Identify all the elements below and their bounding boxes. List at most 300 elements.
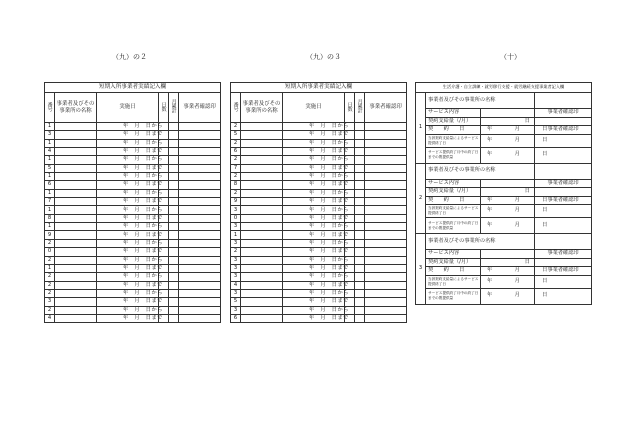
table-row — [231, 198, 407, 206]
service-cell[interactable] — [481, 109, 535, 118]
monthly-cell[interactable] — [169, 214, 179, 222]
monthly-cell[interactable] — [169, 281, 179, 289]
confirm-cell[interactable] — [365, 173, 407, 181]
contract-date-value: 年 月 日 — [481, 126, 535, 135]
table-row — [45, 314, 221, 322]
confirm-label: 事業者確認印 — [535, 179, 592, 188]
monthly-cell[interactable] — [355, 123, 365, 131]
date-cell: 年 月 日まで — [97, 214, 159, 222]
header-confirm: 事業者確認印 — [365, 93, 407, 123]
provided-amount-value: 年 月 日 — [481, 288, 535, 304]
provider-cell[interactable] — [241, 181, 283, 189]
monthly-cell[interactable] — [169, 181, 179, 189]
provider-cell[interactable] — [55, 223, 97, 231]
provider-cell[interactable] — [55, 214, 97, 222]
monthly-cell[interactable] — [355, 214, 365, 222]
date-cell: 年 月 日まで — [97, 264, 159, 272]
end-date-value: 年 月 日 — [481, 275, 535, 288]
date-cell: 年 月 日から — [283, 256, 345, 264]
provider-cell[interactable] — [241, 156, 283, 164]
table-row — [231, 289, 407, 297]
row-number: 2 — [45, 289, 55, 297]
date-cell: 年 月 日まで — [283, 248, 345, 256]
provider-cell[interactable] — [241, 289, 283, 297]
monthly-cell[interactable] — [169, 156, 179, 164]
monthly-cell[interactable] — [169, 306, 179, 314]
date-cell: 年 月 日まで — [97, 298, 159, 306]
monthly-cell[interactable] — [169, 314, 179, 322]
provider-cell[interactable] — [241, 206, 283, 214]
confirm-label: 事業者確認印 — [535, 126, 592, 135]
service-block-row — [416, 93, 592, 109]
confirm-cell[interactable] — [179, 256, 221, 264]
provider-cell[interactable] — [55, 206, 97, 214]
monthly-cell[interactable] — [355, 289, 365, 297]
provider-cell[interactable] — [55, 164, 97, 172]
confirm-cell[interactable] — [365, 164, 407, 172]
confirm-stamp-cell[interactable] — [535, 117, 592, 126]
date-cell: 年 月 日から — [283, 239, 345, 247]
provider-cell[interactable] — [241, 264, 283, 272]
date-cell: 年 月 日まで — [97, 148, 159, 156]
confirm-cell[interactable] — [179, 298, 221, 306]
table-row — [45, 156, 221, 164]
date-cell: 年 月 日まで — [97, 164, 159, 172]
confirm-cell[interactable] — [365, 131, 407, 139]
row-number: 5 — [45, 164, 55, 172]
provider-cell[interactable] — [241, 139, 283, 147]
row-number: 1 — [45, 264, 55, 272]
confirm-cell[interactable] — [365, 189, 407, 197]
date-cell: 年 月 日から — [283, 173, 345, 181]
provider-name-cell[interactable] — [535, 93, 592, 109]
table-row — [231, 231, 407, 239]
row-number: 1 — [45, 223, 55, 231]
monthly-cell[interactable] — [169, 248, 179, 256]
header-provider: 事業者及びその事業所の名称 — [55, 93, 97, 123]
monthly-cell[interactable] — [355, 173, 365, 181]
page-label-middle: （九）の３ — [306, 53, 341, 61]
monthly-cell[interactable] — [169, 131, 179, 139]
confirm-cell[interactable] — [179, 239, 221, 247]
provider-cell[interactable] — [241, 148, 283, 156]
confirm-cell[interactable] — [365, 281, 407, 289]
date-cell: 年 月 日から — [283, 206, 345, 214]
provider-cell[interactable] — [241, 256, 283, 264]
provider-cell[interactable] — [55, 264, 97, 272]
service-label: サービス内容 — [426, 109, 481, 118]
confirm-cell[interactable] — [365, 314, 407, 322]
provider-name-cell[interactable] — [535, 163, 592, 179]
row-number: 3 — [231, 273, 241, 281]
confirm-cell[interactable] — [179, 139, 221, 147]
contract-amount-label: 契約支給量（/月） — [426, 188, 481, 197]
confirm-cell[interactable] — [365, 123, 407, 131]
table-row — [231, 139, 407, 147]
provider-cell[interactable] — [241, 306, 283, 314]
monthly-cell[interactable] — [169, 239, 179, 247]
monthly-cell[interactable] — [355, 148, 365, 156]
monthly-cell[interactable] — [169, 139, 179, 147]
end-date-label: 当該契約支給量によるサービス提供終了日 — [426, 275, 481, 288]
confirm-cell[interactable] — [179, 164, 221, 172]
confirm-cell[interactable] — [365, 198, 407, 206]
row-number: 8 — [231, 181, 241, 189]
header-no: 番号 — [231, 93, 241, 123]
provider-cell[interactable] — [55, 298, 97, 306]
row-number: 8 — [45, 214, 55, 222]
table-title: 短期入所事業者実績記入欄 — [231, 83, 407, 93]
monthly-cell[interactable] — [169, 189, 179, 197]
confirm-cell[interactable] — [365, 306, 407, 314]
provider-cell[interactable] — [55, 189, 97, 197]
row-number: 3 — [231, 206, 241, 214]
table-row — [45, 206, 221, 214]
provided-amount-value: 年 月 日 — [481, 147, 535, 163]
confirm-cell[interactable] — [179, 206, 221, 214]
service-block-row — [416, 250, 592, 259]
provider-cell[interactable] — [241, 231, 283, 239]
monthly-cell[interactable] — [355, 206, 365, 214]
confirm-cell[interactable] — [365, 264, 407, 272]
short-stay-table-left — [44, 82, 221, 323]
confirm-cell[interactable] — [179, 156, 221, 164]
provider-cell[interactable] — [55, 198, 97, 206]
confirm-cell[interactable] — [365, 148, 407, 156]
monthly-cell[interactable] — [169, 298, 179, 306]
provider-cell[interactable] — [55, 231, 97, 239]
provider-label: 事業者及びその事業所の名称 — [426, 234, 535, 250]
monthly-cell[interactable] — [169, 264, 179, 272]
header-provider: 事業者及びその事業所の名称 — [241, 93, 283, 123]
confirm-cell[interactable] — [365, 231, 407, 239]
header-confirm: 事業者確認印 — [179, 93, 221, 123]
contract-date-label: 契 約 日 — [426, 196, 481, 205]
row-number: 1 — [45, 206, 55, 214]
confirm-stamp-cell[interactable] — [535, 258, 592, 267]
service-block-row — [416, 147, 592, 163]
monthly-cell[interactable] — [169, 173, 179, 181]
provider-cell[interactable] — [241, 131, 283, 139]
row-number: 4 — [45, 314, 55, 322]
provider-cell[interactable] — [241, 164, 283, 172]
service-block-row — [416, 218, 592, 234]
monthly-cell[interactable] — [355, 314, 365, 322]
date-cell: 年 月 日から — [97, 189, 159, 197]
monthly-cell[interactable] — [355, 264, 365, 272]
table-row — [231, 256, 407, 264]
table-row — [45, 123, 221, 131]
row-number: 5 — [231, 298, 241, 306]
contract-amount-label: 契約支給量（/月） — [426, 258, 481, 267]
monthly-cell[interactable] — [355, 306, 365, 314]
service-block-row — [416, 267, 592, 276]
confirm-cell[interactable] — [365, 223, 407, 231]
provided-amount-label: サービス提供終了月中の終了日までの既提供量 — [426, 218, 481, 234]
provider-cell[interactable] — [55, 314, 97, 322]
confirm-cell[interactable] — [179, 214, 221, 222]
provider-cell[interactable] — [241, 248, 283, 256]
confirm-stamp-cell[interactable] — [535, 188, 592, 197]
table-row — [45, 164, 221, 172]
date-cell: 年 月 日から — [283, 156, 345, 164]
date-cell: 年 月 日まで — [97, 314, 159, 322]
row-number: 9 — [231, 198, 241, 206]
confirm-cell[interactable] — [179, 123, 221, 131]
provider-cell[interactable] — [55, 148, 97, 156]
contract-date-value: 年 月 日 — [481, 267, 535, 276]
provider-cell[interactable] — [55, 139, 97, 147]
table-row — [45, 273, 221, 281]
row-number: 7 — [231, 164, 241, 172]
provider-cell[interactable] — [241, 123, 283, 131]
contract-date-value: 年 月 日 — [481, 196, 535, 205]
confirm-cell[interactable] — [365, 139, 407, 147]
monthly-cell[interactable] — [169, 289, 179, 297]
table-row — [231, 264, 407, 272]
table-row — [45, 248, 221, 256]
date-cell: 年 月 日から — [97, 306, 159, 314]
date-cell: 年 月 日から — [283, 306, 345, 314]
monthly-cell[interactable] — [169, 123, 179, 131]
provider-cell[interactable] — [55, 289, 97, 297]
provider-cell[interactable] — [241, 223, 283, 231]
date-cell: 年 月 日から — [283, 123, 345, 131]
service-block-row — [416, 109, 592, 118]
provider-cell[interactable] — [55, 156, 97, 164]
table-row — [231, 306, 407, 314]
service-block-row — [416, 205, 592, 218]
confirm-cell[interactable] — [365, 273, 407, 281]
row-number: 3 — [231, 306, 241, 314]
row-number: 6 — [45, 181, 55, 189]
confirm-cell[interactable] — [179, 289, 221, 297]
provider-cell[interactable] — [241, 239, 283, 247]
provider-cell[interactable] — [55, 281, 97, 289]
row-number: 4 — [45, 148, 55, 156]
confirm-cell[interactable] — [365, 214, 407, 222]
table-row — [45, 198, 221, 206]
service-cell[interactable] — [481, 179, 535, 188]
confirm-cell[interactable] — [365, 289, 407, 297]
provider-cell[interactable] — [55, 273, 97, 281]
table-row — [45, 289, 221, 297]
confirm-label: 事業者確認印 — [535, 250, 592, 259]
provider-cell[interactable] — [55, 248, 97, 256]
row-number: 6 — [231, 314, 241, 322]
date-cell: 年 月 日から — [97, 123, 159, 131]
confirm-cell[interactable] — [179, 173, 221, 181]
provided-amount-label: サービス提供終了月中の終了日までの既提供量 — [426, 147, 481, 163]
contract-date-label: 契 約 日 — [426, 126, 481, 135]
service-cell[interactable] — [481, 250, 535, 259]
monthly-cell[interactable] — [355, 256, 365, 264]
table-row — [45, 223, 221, 231]
monthly-cell[interactable] — [355, 164, 365, 172]
date-cell: 年 月 日まで — [283, 314, 345, 322]
row-number: 3 — [231, 289, 241, 297]
row-number: 7 — [45, 198, 55, 206]
date-cell: 年 月 日まで — [97, 181, 159, 189]
confirm-cell[interactable] — [179, 314, 221, 322]
monthly-cell[interactable] — [169, 198, 179, 206]
date-cell: 年 月 日まで — [283, 214, 345, 222]
confirm-cell[interactable] — [365, 206, 407, 214]
header-days: 日数 — [345, 93, 355, 123]
confirm-label: 事業者確認印 — [535, 109, 592, 118]
provider-cell[interactable] — [241, 281, 283, 289]
date-cell: 年 月 日から — [97, 239, 159, 247]
confirm-cell[interactable] — [179, 198, 221, 206]
confirm-cell[interactable] — [365, 239, 407, 247]
provider-cell[interactable] — [241, 314, 283, 322]
table-row — [45, 239, 221, 247]
service-provider-table — [415, 82, 592, 305]
table-row — [45, 181, 221, 189]
provider-name-cell[interactable] — [535, 234, 592, 250]
table-row — [45, 139, 221, 147]
table-row — [45, 148, 221, 156]
monthly-cell[interactable] — [169, 256, 179, 264]
monthly-cell[interactable] — [355, 156, 365, 164]
provided-amount-label: サービス提供終了月中の終了日までの既提供量 — [426, 288, 481, 304]
confirm-cell[interactable] — [179, 223, 221, 231]
row-number: 0 — [231, 214, 241, 222]
header-dates: 実施日 — [283, 93, 345, 123]
contract-amount-unit: 日 — [481, 188, 535, 197]
row-number: 2 — [45, 273, 55, 281]
block-number: 2 — [416, 163, 426, 234]
confirm-cell[interactable] — [365, 181, 407, 189]
provider-cell[interactable] — [55, 181, 97, 189]
date-cell: 年 月 日から — [283, 139, 345, 147]
monthly-cell[interactable] — [355, 231, 365, 239]
confirm-cell[interactable] — [179, 264, 221, 272]
provider-cell[interactable] — [55, 173, 97, 181]
provider-cell[interactable] — [241, 273, 283, 281]
provider-cell[interactable] — [241, 189, 283, 197]
monthly-cell[interactable] — [169, 231, 179, 239]
monthly-cell[interactable] — [169, 273, 179, 281]
table-title: 生活介護・自立訓練・就労移行支援・就労継続支援事業者記入欄 — [416, 83, 592, 93]
confirm-cell[interactable] — [179, 148, 221, 156]
row-number: 2 — [45, 306, 55, 314]
confirm-cell[interactable] — [365, 256, 407, 264]
provider-cell[interactable] — [55, 306, 97, 314]
date-cell: 年 月 日から — [283, 273, 345, 281]
header-monthly: 月累計 — [355, 93, 365, 123]
row-number: 3 — [231, 256, 241, 264]
monthly-cell[interactable] — [355, 181, 365, 189]
monthly-cell[interactable] — [355, 281, 365, 289]
monthly-cell[interactable] — [355, 139, 365, 147]
date-cell: 年 月 日まで — [283, 298, 345, 306]
date-cell: 年 月 日から — [97, 289, 159, 297]
contract-amount-label: 契約支給量（/月） — [426, 117, 481, 126]
provider-cell[interactable] — [241, 198, 283, 206]
contract-amount-unit: 日 — [481, 258, 535, 267]
provider-label: 事業者及びその事業所の名称 — [426, 163, 535, 179]
date-cell: 年 月 日まで — [97, 248, 159, 256]
provider-cell[interactable] — [55, 123, 97, 131]
service-block-row — [416, 188, 592, 197]
date-cell: 年 月 日から — [283, 289, 345, 297]
row-number: 4 — [231, 281, 241, 289]
confirm-cell[interactable] — [179, 248, 221, 256]
date-cell: 年 月 日まで — [283, 231, 345, 239]
table-row — [231, 131, 407, 139]
table-row — [231, 239, 407, 247]
monthly-cell[interactable] — [355, 131, 365, 139]
confirm-cell[interactable] — [179, 181, 221, 189]
monthly-cell[interactable] — [169, 223, 179, 231]
date-cell: 年 月 日まで — [97, 281, 159, 289]
monthly-cell[interactable] — [355, 239, 365, 247]
service-block-row — [416, 126, 592, 135]
service-label: サービス内容 — [426, 179, 481, 188]
provider-cell[interactable] — [241, 214, 283, 222]
end-date-value: 年 月 日 — [481, 134, 535, 147]
monthly-cell[interactable] — [355, 189, 365, 197]
provider-cell[interactable] — [55, 256, 97, 264]
monthly-cell[interactable] — [355, 298, 365, 306]
confirm-cell[interactable] — [179, 189, 221, 197]
row-number: 2 — [231, 139, 241, 147]
monthly-cell[interactable] — [355, 248, 365, 256]
confirm-cell[interactable] — [179, 306, 221, 314]
provider-cell[interactable] — [241, 298, 283, 306]
confirm-cell[interactable] — [179, 273, 221, 281]
provider-cell[interactable] — [55, 131, 97, 139]
end-date-label: 当該契約支給量によるサービス提供終了日 — [426, 134, 481, 147]
table-row — [231, 123, 407, 131]
block-number: 1 — [416, 93, 426, 164]
table-row — [231, 189, 407, 197]
row-number: 1 — [45, 173, 55, 181]
page-label-left: （九）の２ — [112, 53, 147, 61]
row-number: 3 — [45, 131, 55, 139]
row-number: 2 — [231, 189, 241, 197]
confirm-cell[interactable] — [179, 131, 221, 139]
date-cell: 年 月 日まで — [283, 281, 345, 289]
monthly-cell[interactable] — [169, 148, 179, 156]
monthly-cell[interactable] — [355, 223, 365, 231]
header-days: 日数 — [159, 93, 169, 123]
confirm-cell[interactable] — [365, 248, 407, 256]
confirm-cell[interactable] — [365, 156, 407, 164]
monthly-cell[interactable] — [169, 164, 179, 172]
date-cell: 年 月 日まで — [97, 198, 159, 206]
table-row — [231, 273, 407, 281]
provider-cell[interactable] — [55, 239, 97, 247]
provider-cell[interactable] — [241, 173, 283, 181]
row-number: 3 — [231, 239, 241, 247]
monthly-cell[interactable] — [355, 273, 365, 281]
date-cell: 年 月 日まで — [283, 164, 345, 172]
service-label: サービス内容 — [426, 250, 481, 259]
table-row — [45, 264, 221, 272]
confirm-cell[interactable] — [365, 298, 407, 306]
confirm-cell[interactable] — [179, 231, 221, 239]
confirm-cell[interactable] — [179, 281, 221, 289]
table-row — [45, 173, 221, 181]
header-monthly: 月累計 — [169, 93, 179, 123]
monthly-cell[interactable] — [355, 198, 365, 206]
monthly-cell[interactable] — [169, 206, 179, 214]
header-dates: 実施日 — [97, 93, 159, 123]
table-row — [231, 156, 407, 164]
service-block-row — [416, 163, 592, 179]
